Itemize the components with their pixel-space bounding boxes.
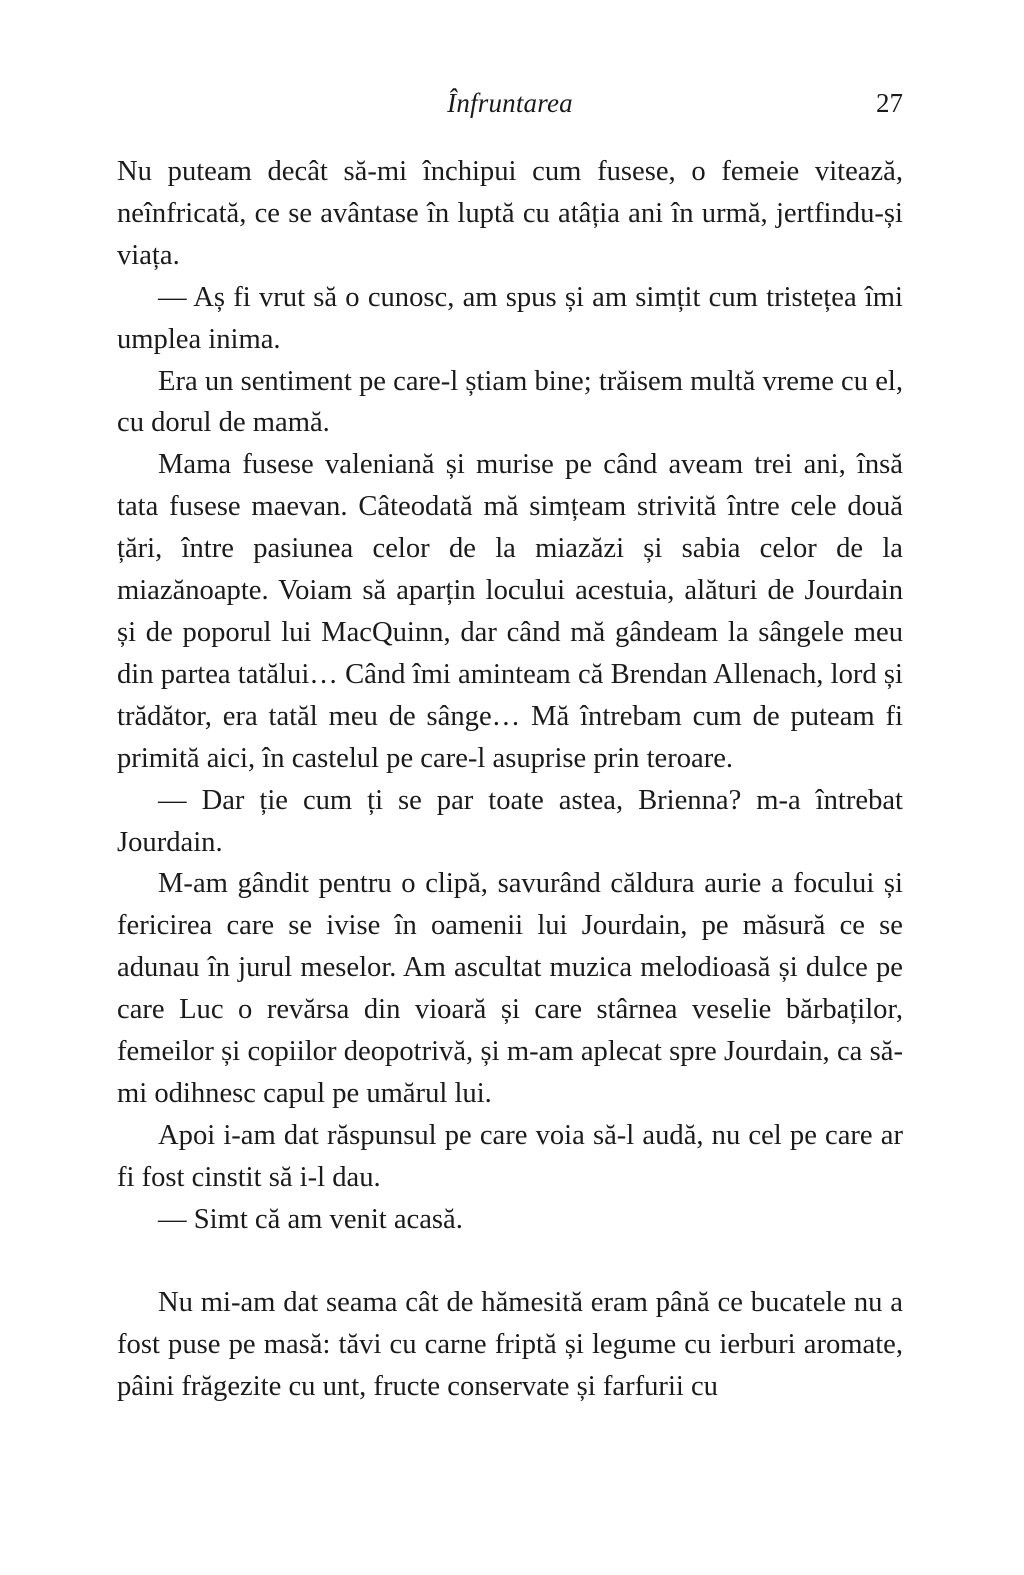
dialogue-paragraph: — Aș fi vrut să o cunosc, am spus și am simțit cum tristețea îmi umplea inima. [117, 281, 903, 355]
paragraph: Era un sentiment pe care-l știam bine; trăisem multă vreme cu el, cu dorul de mamă. [117, 365, 903, 439]
paragraph: Nu puteam decât să-mi închipui cum fusese, o femeie vitează, neînfricată, ce se avântase în luptă cu atâția ani în urmă, jertfindu-și viața. [117, 156, 903, 271]
paragraph: Apoi i-am dat răspunsul pe care voia să-l audă, nu cel pe care ar fi fost cinstit să i-l dau. [117, 1119, 903, 1193]
paragraph: Mama fusese valeniană și murise pe când aveam trei ani, însă tata fusese maevan. Câteodată mă simțeam strivită între cele două țări, între pasiunea celor de la miazăzi și sabia celor de la miazănoapte. Voiam să aparțin locului acestuia, alături de Jourdain și de poporul lui MacQuinn, dar când mă gândeam la sângele meu din partea tatălui… Când îmi aminteam că Brendan Allenach, lord și trădător, era tatăl meu de sânge… Mă întrebam cum de puteam fi primită aici, în castelul pe care-l asuprise prin teroare. [117, 449, 903, 774]
dialogue-paragraph: — Simt că am venit acasă. [158, 1203, 463, 1235]
body-text [117, 151, 903, 1408]
running-header [117, 88, 903, 128]
paragraph: M-am gândit pentru o clipă, savurând căldura aurie a focului și fericirea care se ivise în oamenii lui Jourdain, pe măsură ce se adunau în jurul meselor. Am ascultat muzica melodioasă și dulce pe care Luc o revărsa din vioară și care stârnea veselie bărbaților, femeilor și copiilor deopotrivă, și m-am aplecat spre Jourdain, ca să-mi odihnesc capul pe umărul lui. [117, 868, 903, 1109]
page-number: 27 [876, 88, 903, 118]
chapter-title: Înfruntarea [447, 88, 573, 118]
section-paragraph: Nu mi-am dat seama cât de hămesită eram până ce bucatele nu a fost puse pe masă: tăvi cu carne friptă și legume cu ierburi aromate, pâini frăgezite cu unt, fructe conservate și farfurii cu [117, 1287, 903, 1403]
dialogue-paragraph: — Dar ție cum ți se par toate astea, Brienna? m-a întrebat Jourdain. [117, 784, 903, 858]
